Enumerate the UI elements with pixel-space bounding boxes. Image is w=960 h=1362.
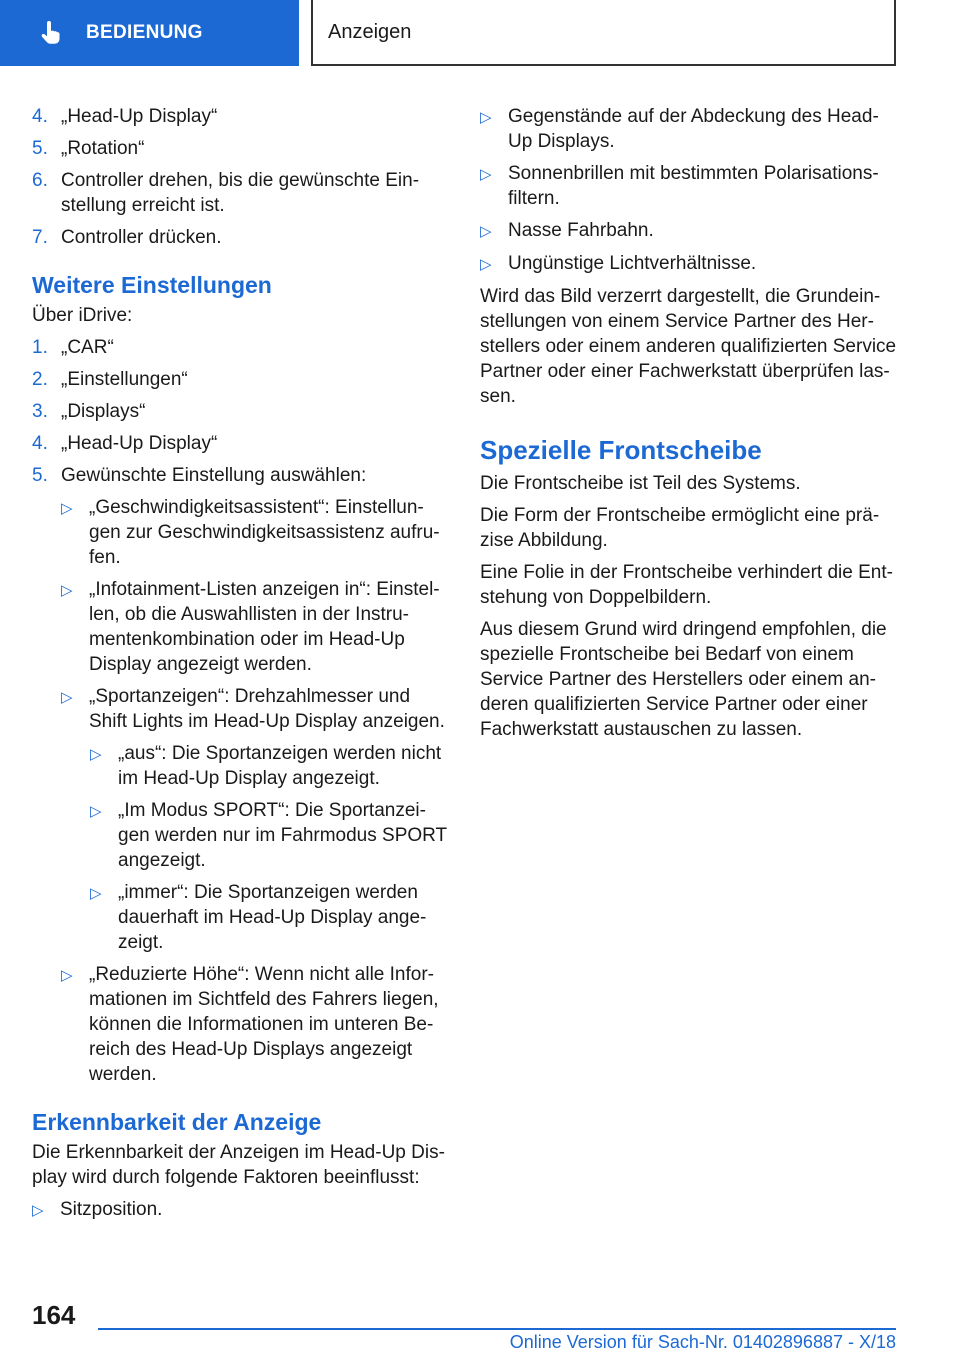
chapter-tab-anzeigen[interactable] <box>311 0 896 66</box>
chapter-tab-label: Anzeigen <box>328 20 412 43</box>
footer-online-version: Online Version für Sach-Nr. 01402896887 - X/18 <box>509 1332 896 1352</box>
step-text: „Head-Up Display“ <box>61 433 218 454</box>
step-number: 5. <box>32 138 48 159</box>
bullet-text: Gegenstände auf der Abdeckung des Head-Up Displays. <box>508 106 879 152</box>
left-column <box>32 104 450 1230</box>
list-item <box>61 577 450 677</box>
right-column <box>480 104 898 749</box>
triangle-bullet-icon: ▷ <box>32 1202 44 1219</box>
page-header <box>0 0 960 66</box>
list-item <box>32 463 450 488</box>
body-paragraph: Die Form der Frontscheibe ermöglicht eine prä-zise Abbildung. <box>480 505 880 551</box>
body-paragraph: Wird das Bild verzerrt dargestellt, die Grundein-stellungen von einem Service Partner des Her-stellers oder einem anderen qualifizierten Service Partner oder einer Fachwerkstatt überprüfen las-sen. <box>480 286 897 407</box>
triangle-bullet-icon: ▷ <box>90 803 102 820</box>
body-paragraph: Aus diesem Grund wird dringend empfohlen, die spezielle Frontscheibe bei Bedarf von einem Service Partner des Herstellers oder einem an-deren qualifizierten Service Partner oder einer Fachwerkstatt austauschen zu lassen. <box>480 619 887 740</box>
list-item <box>32 104 450 129</box>
bullet-text: Ungünstige Lichtverhältnisse. <box>508 253 757 274</box>
touch-hand-icon <box>38 20 64 46</box>
triangle-bullet-icon: ▷ <box>480 223 492 240</box>
list-item <box>32 1197 450 1223</box>
step-text: „CAR“ <box>61 337 114 358</box>
body-paragraph: Eine Folie in der Frontscheibe verhindert die Ent-stehung von Doppelbildern. <box>480 562 893 608</box>
section-heading: Spezielle Frontscheibe <box>480 435 762 465</box>
list-item <box>32 367 450 392</box>
bullet-text: „aus“: Die Sportanzeigen werden nicht im Head-Up Display angezeigt. <box>118 743 442 789</box>
step-number: 1. <box>32 337 48 358</box>
step-number: 4. <box>32 106 48 127</box>
triangle-bullet-icon: ▷ <box>61 582 73 599</box>
intro-text: Über iDrive: <box>32 305 133 326</box>
step-number: 3. <box>32 401 48 422</box>
step-number: 5. <box>32 465 48 486</box>
list-item <box>32 399 450 424</box>
bullet-text: „Sportanzeigen“: Drehzahlmesser und Shift Lights im Head-Up Display anzeigen. <box>89 686 445 732</box>
triangle-bullet-icon: ▷ <box>90 885 102 902</box>
list-item <box>32 168 450 218</box>
list-item <box>480 218 898 244</box>
step-text: Gewünschte Einstellung auswählen: <box>61 465 367 486</box>
step-text: Controller drücken. <box>61 227 222 248</box>
step-number: 4. <box>32 433 48 454</box>
bullet-text: „Reduzierte Höhe“: Wenn nicht alle Infor-mationen im Sichtfeld des Fahrers liegen, können die Informationen im unteren Be-reich des Head-Up Displays angezeigt werden. <box>89 964 439 1085</box>
list-item <box>32 431 450 456</box>
list-item <box>90 741 450 791</box>
triangle-bullet-icon: ▷ <box>480 109 492 126</box>
step-text: Controller drehen, bis die gewünschte Ein-stellung erreicht ist. <box>61 170 420 216</box>
section-heading: Weitere Einstellungen <box>32 272 272 298</box>
step-number: 7. <box>32 227 48 248</box>
list-item <box>32 335 450 360</box>
bullet-text: Nasse Fahrbahn. <box>508 220 654 241</box>
triangle-bullet-icon: ▷ <box>90 746 102 763</box>
list-item <box>61 684 450 734</box>
list-item <box>90 880 450 955</box>
page-number: 164 <box>32 1300 76 1330</box>
list-item <box>480 104 898 154</box>
triangle-bullet-icon: ▷ <box>480 166 492 183</box>
step-text: „Displays“ <box>61 401 146 422</box>
list-item <box>61 495 450 570</box>
section-heading: Erkennbarkeit der Anzeige <box>32 1109 322 1135</box>
triangle-bullet-icon: ▷ <box>61 967 73 984</box>
section-tab-bedienung[interactable] <box>0 0 299 66</box>
triangle-bullet-icon: ▷ <box>61 500 73 517</box>
intro-text: Die Erkennbarkeit der Anzeigen im Head-Up Dis-play wird durch folgende Faktoren beeinflusst: <box>32 1142 445 1188</box>
triangle-bullet-icon: ▷ <box>480 256 492 273</box>
step-number: 6. <box>32 170 48 191</box>
step-text: „Rotation“ <box>61 138 145 159</box>
list-item <box>61 962 450 1087</box>
step-number: 2. <box>32 369 48 390</box>
step-text: „Head-Up Display“ <box>61 106 218 127</box>
bullet-text: Sitzposition. <box>60 1199 163 1220</box>
list-item <box>480 161 898 211</box>
body-paragraph: Die Frontscheibe ist Teil des Systems. <box>480 473 801 494</box>
footer-divider <box>98 1328 896 1330</box>
bullet-text: „Im Modus SPORT“: Die Sportanzei-gen werden nur im Fahrmodus SPORT angezeigt. <box>118 800 447 871</box>
bullet-text: „Infotainment-Listen anzeigen in“: Einstel-len, ob die Auswahllisten in der Instru-mentenkombination oder im Head-Up Display angezeigt werden. <box>89 579 440 675</box>
triangle-bullet-icon: ▷ <box>61 689 73 706</box>
list-item <box>480 251 898 277</box>
bullet-text: Sonnenbrillen mit bestimmten Polarisations-filtern. <box>508 163 879 209</box>
bullet-text: „Geschwindigkeitsassistent“: Einstellun-gen zur Geschwindigkeitsassistenz aufru-fen. <box>89 497 440 568</box>
list-item <box>32 136 450 161</box>
bullet-text: „immer“: Die Sportanzeigen werden dauerhaft im Head-Up Display ange-zeigt. <box>118 882 427 953</box>
step-text: „Einstellungen“ <box>61 369 188 390</box>
list-item <box>90 798 450 873</box>
list-item <box>32 225 450 250</box>
section-tab-label: BEDIENUNG <box>86 22 203 43</box>
